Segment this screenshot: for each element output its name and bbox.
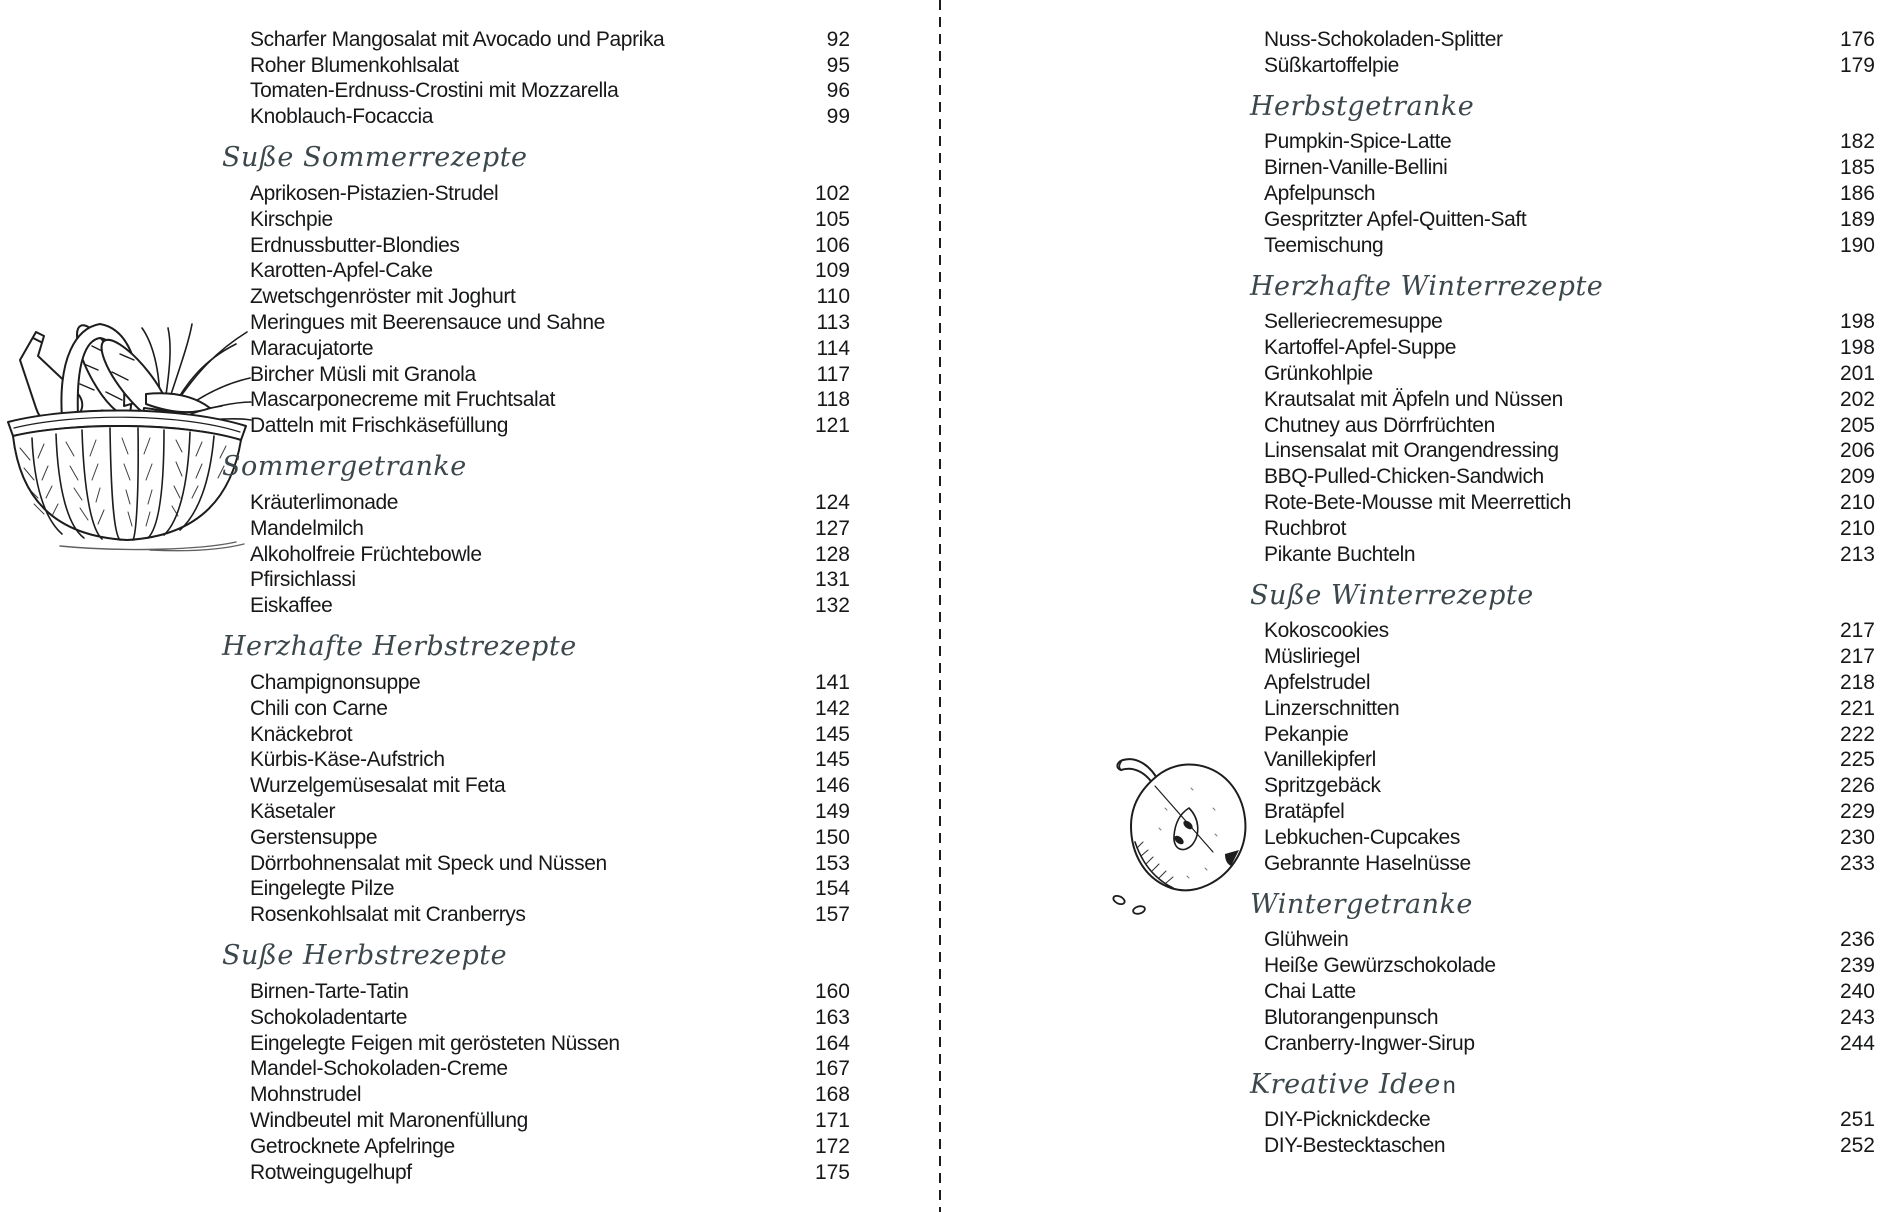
- toc-item-page: 127: [814, 516, 850, 540]
- toc-row: [1264, 542, 1875, 568]
- toc-item-title: Dörrbohnensalat mit Speck und Nüssen: [250, 851, 607, 875]
- toc-row: [250, 490, 850, 516]
- toc-row: [1264, 53, 1875, 79]
- toc-item-page: 113: [816, 311, 850, 335]
- picnic-basket-illustration: [0, 298, 252, 558]
- toc-item-title: Pumpkin-Spice-Latte: [1264, 130, 1452, 154]
- toc-item-title: Birnen-Vanille-Bellini: [1264, 156, 1448, 180]
- toc-item-title: Knäckebrot: [250, 722, 353, 746]
- toc-item-title: Käsetaler: [250, 800, 336, 824]
- toc-item-page: 118: [816, 388, 850, 412]
- toc-item-page: 201: [1839, 362, 1875, 386]
- toc-item-title: Pikante Buchteln: [1264, 542, 1416, 566]
- toc-item-title: Kartoffel-Apfel-Suppe: [1264, 336, 1457, 360]
- toc-item-page: 176: [1839, 27, 1875, 51]
- toc-row: [1264, 825, 1875, 851]
- toc-item-page: 96: [826, 79, 850, 103]
- toc-row: [1264, 1108, 1875, 1134]
- toc-item-title: Wurzelgemüsesalat mit Feta: [250, 774, 506, 798]
- toc-item-title: Pfirsichlassi: [250, 568, 356, 592]
- toc-item-title: Tomaten-Erdnuss-Crostini mit Mozzarella: [250, 79, 619, 103]
- toc-page-left: [222, 27, 850, 1185]
- toc-item-title: Kokoscookies: [1264, 619, 1389, 643]
- section-heading: [222, 630, 850, 664]
- section-heading: [1250, 579, 1875, 613]
- toc-item-page: 217: [1839, 619, 1875, 643]
- toc-row: [250, 1005, 850, 1031]
- toc-item-title: Gerstensuppe: [250, 825, 378, 849]
- toc-item-page: 164: [814, 1031, 850, 1055]
- toc-row: [250, 1082, 850, 1108]
- toc-item-page: 182: [1839, 130, 1875, 154]
- toc-item-page: 202: [1839, 387, 1875, 411]
- toc-item-page: 198: [1839, 310, 1875, 334]
- toc-row: [250, 1134, 850, 1160]
- toc-item-title: Kirschpie: [250, 207, 333, 231]
- toc-item-title: Maracujatorte: [250, 336, 374, 360]
- toc-item-title: Krautsalat mit Äpfeln und Nüssen: [1264, 387, 1563, 411]
- toc-row: [250, 310, 850, 336]
- section-heading-suffix: n: [1442, 1071, 1456, 1098]
- toc-row: [1264, 748, 1875, 774]
- toc-row: [250, 593, 850, 619]
- toc-item-title: Spritzgebäck: [1264, 774, 1381, 798]
- toc-item-title: BBQ-Pulled-Chicken-Sandwich: [1264, 465, 1544, 489]
- section-heading-script: Wintergetranke: [1250, 888, 1473, 920]
- toc-item-title: Zwetschgenröster mit Joghurt: [250, 285, 516, 309]
- toc-item-page: 99: [826, 105, 850, 129]
- toc-row: [1264, 928, 1875, 954]
- toc-item-page: 210: [1839, 516, 1875, 540]
- toc-row: [250, 181, 850, 207]
- toc-item-page: 229: [1839, 800, 1875, 824]
- section-heading: [222, 939, 850, 973]
- toc-item-page: 132: [814, 594, 850, 618]
- toc-item-title: Alkoholfreie Früchtebowle: [250, 542, 482, 566]
- toc-row: [1264, 310, 1875, 336]
- toc-item-page: 217: [1839, 645, 1875, 669]
- toc-row: [1264, 439, 1875, 465]
- toc-item-title: Roher Blumenkohlsalat: [250, 53, 459, 77]
- toc-item-title: Rosenkohlsalat mit Cranberrys: [250, 903, 526, 927]
- toc-row: [1264, 233, 1875, 259]
- toc-row: [250, 773, 850, 799]
- toc-row: [250, 233, 850, 259]
- toc-row: [250, 902, 850, 928]
- toc-item-page: 225: [1839, 748, 1875, 772]
- section-heading: [1250, 90, 1875, 124]
- toc-item-page: 240: [1839, 980, 1875, 1003]
- toc-row: [250, 1057, 850, 1083]
- toc-item-page: 222: [1839, 722, 1875, 746]
- toc-item-title: Gebrannte Haselnüsse: [1264, 851, 1471, 875]
- toc-row: [1264, 1005, 1875, 1031]
- section-heading-script: Suße Sommerrezepte: [222, 142, 528, 174]
- toc-item-title: Mohnstrudel: [250, 1083, 362, 1107]
- toc-item-page: 92: [826, 27, 850, 51]
- toc-item-title: Mandel-Schokoladen-Creme: [250, 1057, 508, 1081]
- section-heading-script: Herzhafte Herbstrezepte: [222, 631, 577, 663]
- toc-item-page: 244: [1839, 1031, 1875, 1055]
- toc-item-title: DIY-Picknickdecke: [1264, 1108, 1431, 1132]
- toc-item-page: 149: [814, 800, 850, 824]
- toc-item-title: Grünkohlpie: [1264, 362, 1373, 386]
- toc-item-page: 142: [814, 696, 850, 720]
- toc-item-page: 175: [814, 1160, 850, 1184]
- toc-row: [1264, 1133, 1875, 1159]
- toc-item-title: Meringues mit Beerensauce und Sahne: [250, 311, 605, 335]
- toc-item-page: 236: [1839, 928, 1875, 952]
- toc-item-page: 252: [1839, 1134, 1875, 1158]
- toc-item-title: Gespritzter Apfel-Quitten-Saft: [1264, 207, 1527, 231]
- toc-row: [1264, 155, 1875, 181]
- toc-item-title: Eiskaffee: [250, 594, 333, 618]
- toc-row: [1264, 953, 1875, 979]
- toc-item-title: Linzerschnitten: [1264, 696, 1400, 720]
- toc-item-page: 251: [1839, 1108, 1875, 1132]
- toc-item-page: 145: [814, 722, 850, 746]
- toc-item-page: 128: [814, 542, 850, 566]
- toc-item-page: 121: [814, 414, 850, 438]
- toc-row: [250, 362, 850, 388]
- toc-row: [250, 851, 850, 877]
- toc-item-page: 160: [814, 980, 850, 1003]
- toc-row: [1264, 1031, 1875, 1057]
- toc-item-page: 163: [814, 1005, 850, 1029]
- toc-item-title: Rotweingugelhupf: [250, 1160, 412, 1184]
- toc-item-title: Scharfer Mangosalat mit Avocado und Paprika: [250, 27, 665, 51]
- toc-item-title: Cranberry-Ingwer-Sirup: [1264, 1031, 1475, 1055]
- toc-item-page: 131: [814, 568, 850, 592]
- section-heading-script: Suße Herbstrezepte: [222, 940, 508, 972]
- toc-row: [250, 696, 850, 722]
- toc-item-page: 171: [814, 1108, 850, 1132]
- toc-item-title: Erdnussbutter-Blondies: [250, 233, 460, 257]
- toc-item-page: 221: [1839, 696, 1875, 720]
- toc-item-page: 172: [814, 1134, 850, 1158]
- page-divider: [939, 0, 941, 1212]
- toc-row: [1264, 130, 1875, 156]
- toc-item-page: 146: [814, 774, 850, 798]
- toc-item-title: Windbeutel mit Maronenfüllung: [250, 1108, 528, 1132]
- toc-row: [250, 1160, 850, 1186]
- toc-item-page: 243: [1839, 1005, 1875, 1029]
- toc-item-title: Mascarponecreme mit Fruchtsalat: [250, 388, 556, 412]
- toc-item-title: Bircher Müsli mit Granola: [250, 362, 476, 386]
- toc-item-title: Schokoladentarte: [250, 1005, 408, 1029]
- toc-item-page: 206: [1839, 439, 1875, 463]
- toc-row: [1264, 516, 1875, 542]
- toc-item-page: 153: [814, 851, 850, 875]
- toc-item-page: 114: [816, 336, 850, 360]
- toc-item-title: Pekanpie: [1264, 722, 1349, 746]
- toc-item-title: Mandelmilch: [250, 516, 364, 540]
- toc-item-title: Chai Latte: [1264, 980, 1356, 1003]
- toc-item-title: Karotten-Apfel-Cake: [250, 259, 433, 283]
- toc-row: [1264, 207, 1875, 233]
- toc-item-page: 117: [816, 362, 850, 386]
- toc-item-page: 205: [1839, 413, 1875, 437]
- toc-row: [250, 336, 850, 362]
- toc-item-page: 157: [814, 903, 850, 927]
- toc-row: [1264, 387, 1875, 413]
- toc-row: [1264, 979, 1875, 1005]
- toc-item-title: Bratäpfel: [1264, 800, 1345, 824]
- toc-row: [250, 1108, 850, 1134]
- section-heading-script: Sommergetranke: [222, 451, 467, 483]
- toc-row: [1264, 619, 1875, 645]
- toc-row: [250, 207, 850, 233]
- toc-item-page: 233: [1839, 851, 1875, 875]
- toc-row: [1264, 361, 1875, 387]
- toc-row: [1264, 413, 1875, 439]
- section-heading: [222, 141, 850, 175]
- section-heading: [1250, 1068, 1875, 1102]
- toc-row: [1264, 27, 1875, 53]
- toc-item-title: Ruchbrot: [1264, 516, 1347, 540]
- fallen-seeds: [1112, 894, 1146, 915]
- toc-row: [250, 748, 850, 774]
- toc-item-title: Chutney aus Dörrfrüchten: [1264, 413, 1495, 437]
- toc-row: [250, 104, 850, 130]
- toc-item-title: Glühwein: [1264, 928, 1349, 952]
- section-heading-script: Herbstgetranke: [1250, 90, 1475, 122]
- toc-row: [250, 979, 850, 1005]
- toc-item-page: 179: [1839, 53, 1875, 77]
- toc-item-title: Knoblauch-Focaccia: [250, 105, 434, 129]
- toc-row: [1264, 696, 1875, 722]
- toc-item-page: 150: [814, 825, 850, 849]
- toc-row: [250, 568, 850, 594]
- toc-row: [1264, 722, 1875, 748]
- toc-item-page: 186: [1839, 182, 1875, 206]
- toc-row: [250, 53, 850, 79]
- toc-row: [250, 259, 850, 285]
- toc-item-page: 102: [814, 182, 850, 206]
- toc-row: [1264, 181, 1875, 207]
- toc-item-page: 141: [814, 671, 850, 695]
- toc-item-title: Rote-Bete-Mousse mit Meerrettich: [1264, 491, 1571, 515]
- toc-item-page: 189: [1839, 207, 1875, 231]
- toc-item-title: Champignonsuppe: [250, 671, 421, 695]
- section-heading-script: Kreative Idee: [1250, 1068, 1441, 1100]
- toc-row: [1264, 773, 1875, 799]
- toc-row: [250, 1031, 850, 1057]
- toc-row: [250, 670, 850, 696]
- toc-row: [250, 516, 850, 542]
- toc-row: [250, 388, 850, 414]
- apple-half-illustration: [1095, 748, 1257, 920]
- toc-item-page: 167: [814, 1057, 850, 1081]
- toc-row: [250, 413, 850, 439]
- toc-row: [1264, 335, 1875, 361]
- toc-item-title: Apfelpunsch: [1264, 182, 1376, 206]
- toc-item-page: 154: [814, 877, 850, 901]
- toc-item-title: Heiße Gewürzschokolade: [1264, 954, 1496, 978]
- toc-item-page: 168: [814, 1083, 850, 1107]
- toc-item-title: Datteln mit Frischkäsefüllung: [250, 414, 509, 438]
- toc-row: [250, 825, 850, 851]
- section-heading-script: Suße Winterrezepte: [1250, 579, 1534, 611]
- toc-item-page: 105: [814, 207, 850, 231]
- toc-item-title: Selleriecremesuppe: [1264, 310, 1443, 334]
- toc-row: [250, 799, 850, 825]
- toc-item-title: Kräuterlimonade: [250, 491, 399, 515]
- toc-item-page: 185: [1839, 156, 1875, 180]
- toc-item-page: 145: [814, 748, 850, 772]
- section-heading-script: Herzhafte Winterrezepte: [1250, 270, 1604, 302]
- toc-item-title: Eingelegte Pilze: [250, 877, 395, 901]
- basket-body: [8, 410, 246, 550]
- toc-item-page: 213: [1839, 542, 1875, 566]
- toc-item-title: Getrocknete Apfelringe: [250, 1134, 455, 1158]
- toc-item-page: 218: [1839, 671, 1875, 695]
- toc-item-page: 230: [1839, 825, 1875, 849]
- toc-row: [1264, 490, 1875, 516]
- toc-row: [250, 79, 850, 105]
- toc-item-page: 109: [814, 259, 850, 283]
- toc-item-page: 190: [1839, 233, 1875, 257]
- toc-row: [250, 542, 850, 568]
- toc-item-title: DIY-Bestecktaschen: [1264, 1134, 1446, 1158]
- toc-item-title: Lebkuchen-Cupcakes: [1264, 825, 1460, 849]
- section-heading: [1250, 888, 1875, 922]
- toc-page-right: [1250, 27, 1875, 1159]
- toc-item-page: 106: [814, 233, 850, 257]
- toc-item-title: Linsensalat mit Orangendressing: [1264, 439, 1559, 463]
- toc-row: [1264, 644, 1875, 670]
- toc-item-title: Teemischung: [1264, 233, 1384, 257]
- toc-row: [1264, 464, 1875, 490]
- toc-item-title: Blutorangenpunsch: [1264, 1005, 1439, 1029]
- toc-item-title: Aprikosen-Pistazien-Strudel: [250, 182, 499, 206]
- toc-row: [1264, 670, 1875, 696]
- toc-row: [1264, 799, 1875, 825]
- toc-row: [250, 284, 850, 310]
- toc-item-page: 209: [1839, 465, 1875, 489]
- toc-item-title: Müsliriegel: [1264, 645, 1360, 669]
- toc-item-title: Apfelstrudel: [1264, 671, 1371, 695]
- section-heading: [222, 450, 850, 484]
- toc-item-title: Nuss-Schokoladen-Splitter: [1264, 27, 1503, 51]
- toc-item-page: 226: [1839, 774, 1875, 798]
- toc-row: [250, 722, 850, 748]
- toc-item-page: 124: [814, 491, 850, 515]
- toc-item-page: 198: [1839, 336, 1875, 360]
- toc-item-title: Kürbis-Käse-Aufstrich: [250, 748, 445, 772]
- toc-item-title: Eingelegte Feigen mit gerösteten Nüssen: [250, 1031, 620, 1055]
- toc-item-page: 239: [1839, 954, 1875, 978]
- toc-item-title: Chili con Carne: [250, 696, 388, 720]
- toc-item-title: Süßkartoffelpie: [1264, 53, 1399, 77]
- toc-row: [1264, 851, 1875, 877]
- toc-item-title: Birnen-Tarte-Tatin: [250, 980, 409, 1003]
- toc-row: [250, 877, 850, 903]
- toc-row: [250, 27, 850, 53]
- toc-item-page: 210: [1839, 491, 1875, 515]
- toc-item-page: 95: [826, 53, 850, 77]
- toc-item-title: Vanillekipferl: [1264, 748, 1376, 772]
- toc-item-page: 110: [816, 285, 850, 309]
- section-heading: [1250, 270, 1875, 304]
